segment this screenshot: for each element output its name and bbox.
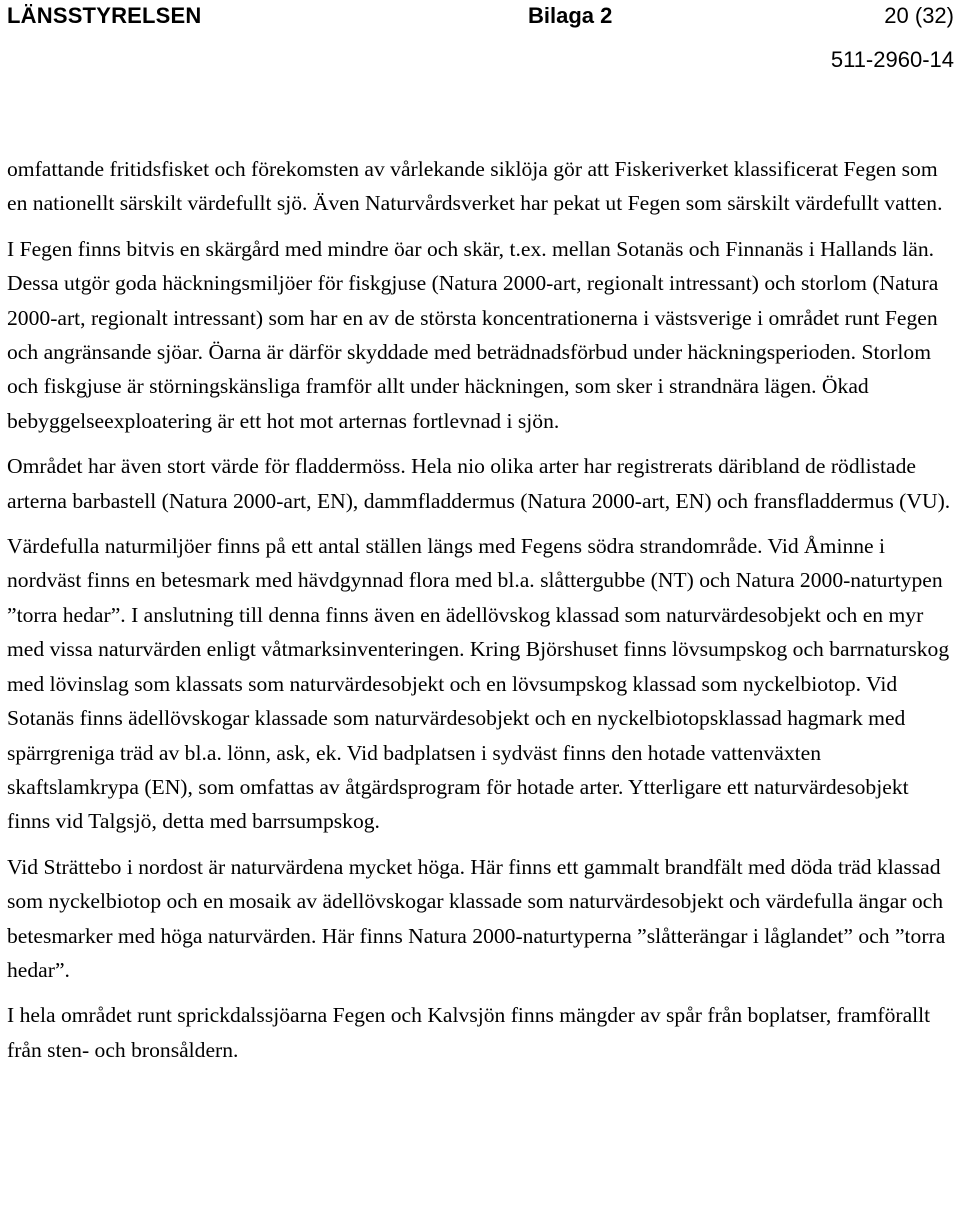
paragraph: Området har även stort värde för fladdermöss. Hela nio olika arter har registrerats däribland de rödlistade arterna barbastell (Natura 2000-art, EN), dammfladdermus (Natura 2000-art, EN) och fransfladdermus (VU).	[7, 454, 951, 513]
page-number: 20 (32)	[884, 3, 954, 28]
page-header	[0, 0, 960, 80]
paragraph: Värdefulla naturmiljöer finns på ett antal ställen längs med Fegens södra strandområde. Vid Åminne i nordväst finns en betesmark med hävdgynnad flora med bl.a. slåttergubbe (NT) och Natura 2000-naturtypen ”torra hedar”. I anslutning till denna finns även en ädellövskog klassad som naturvärdesobjekt och en myr med vissa naturvärden enligt våtmarksinventeringen. Kring Björshuset finns lövsumpskog och barrnaturskog med lövinslag som klassats som naturvärdesobjekt och en lövsumpskog klassad som nyckelbiotop. Vid Sotanäs finns ädellövskogar klassade som naturvärdesobjekt och en nyckelbiotopsklassad hagmark med spärrgreniga träd av bl.a. lönn, ask, ek. Vid badplatsen i sydväst finns den hotade vattenväxten skaftslamkrypa (EN), som omfattas av åtgärdsprogram för hotade arter. Ytterligare ett naturvärdesobjekt finns vid Talgsjö, detta med barrsumpskog.	[7, 534, 950, 834]
appendix-label: Bilaga 2	[528, 3, 613, 28]
body-text	[7, 152, 955, 1078]
paragraph: omfattande fritidsfisket och förekomsten av vårlekande siklöja gör att Fiskeriverket klassificerat Fegen som en nationellt särskilt värdefullt sjö. Även Naturvårdsverket har pekat ut Fegen som särskilt värdefullt vatten.	[7, 157, 943, 216]
paragraph: Vid Strättebo i nordost är naturvärdena mycket höga. Här finns ett gammalt brandfält med döda träd klassad som nyckelbiotop och en mosaik av ädellövskogar klassade som naturvärdesobjekt och värdefulla ängar och betesmarker med höga naturvärden. Här finns Natura 2000-naturtyperna ”slåtterängar i låglandet” och ”torra hedar”.	[7, 854, 946, 982]
paragraph: I hela området runt sprickdalssjöarna Fegen och Kalvsjön finns mängder av spår från boplatser, framförallt från sten- och bronsåldern.	[7, 1003, 931, 1062]
paragraph: I Fegen finns bitvis en skärgård med mindre öar och skär, t.ex. mellan Sotanäs och Finnanäs i Hallands län. Dessa utgör goda häckningsmiljöer för fiskgjuse (Natura 2000-art, regionalt intressant) och storlom (Natura 2000-art, regionalt intressant) som har en av de största koncentrationerna i västsverige i området runt Fegen och angränsande sjöar. Öarna är därför skyddade med beträdnadsförbud under häckningsperioden. Storlom och fiskgjuse är störningskänsliga framför allt under häckningen, som sker i strandnära lägen. Ökad bebyggelseexploatering är ett hot mot arternas fortlevnad i sjön.	[7, 236, 939, 433]
organization-name: LÄNSSTYRELSEN	[7, 3, 202, 28]
document-id: 511-2960-14	[830, 47, 954, 72]
